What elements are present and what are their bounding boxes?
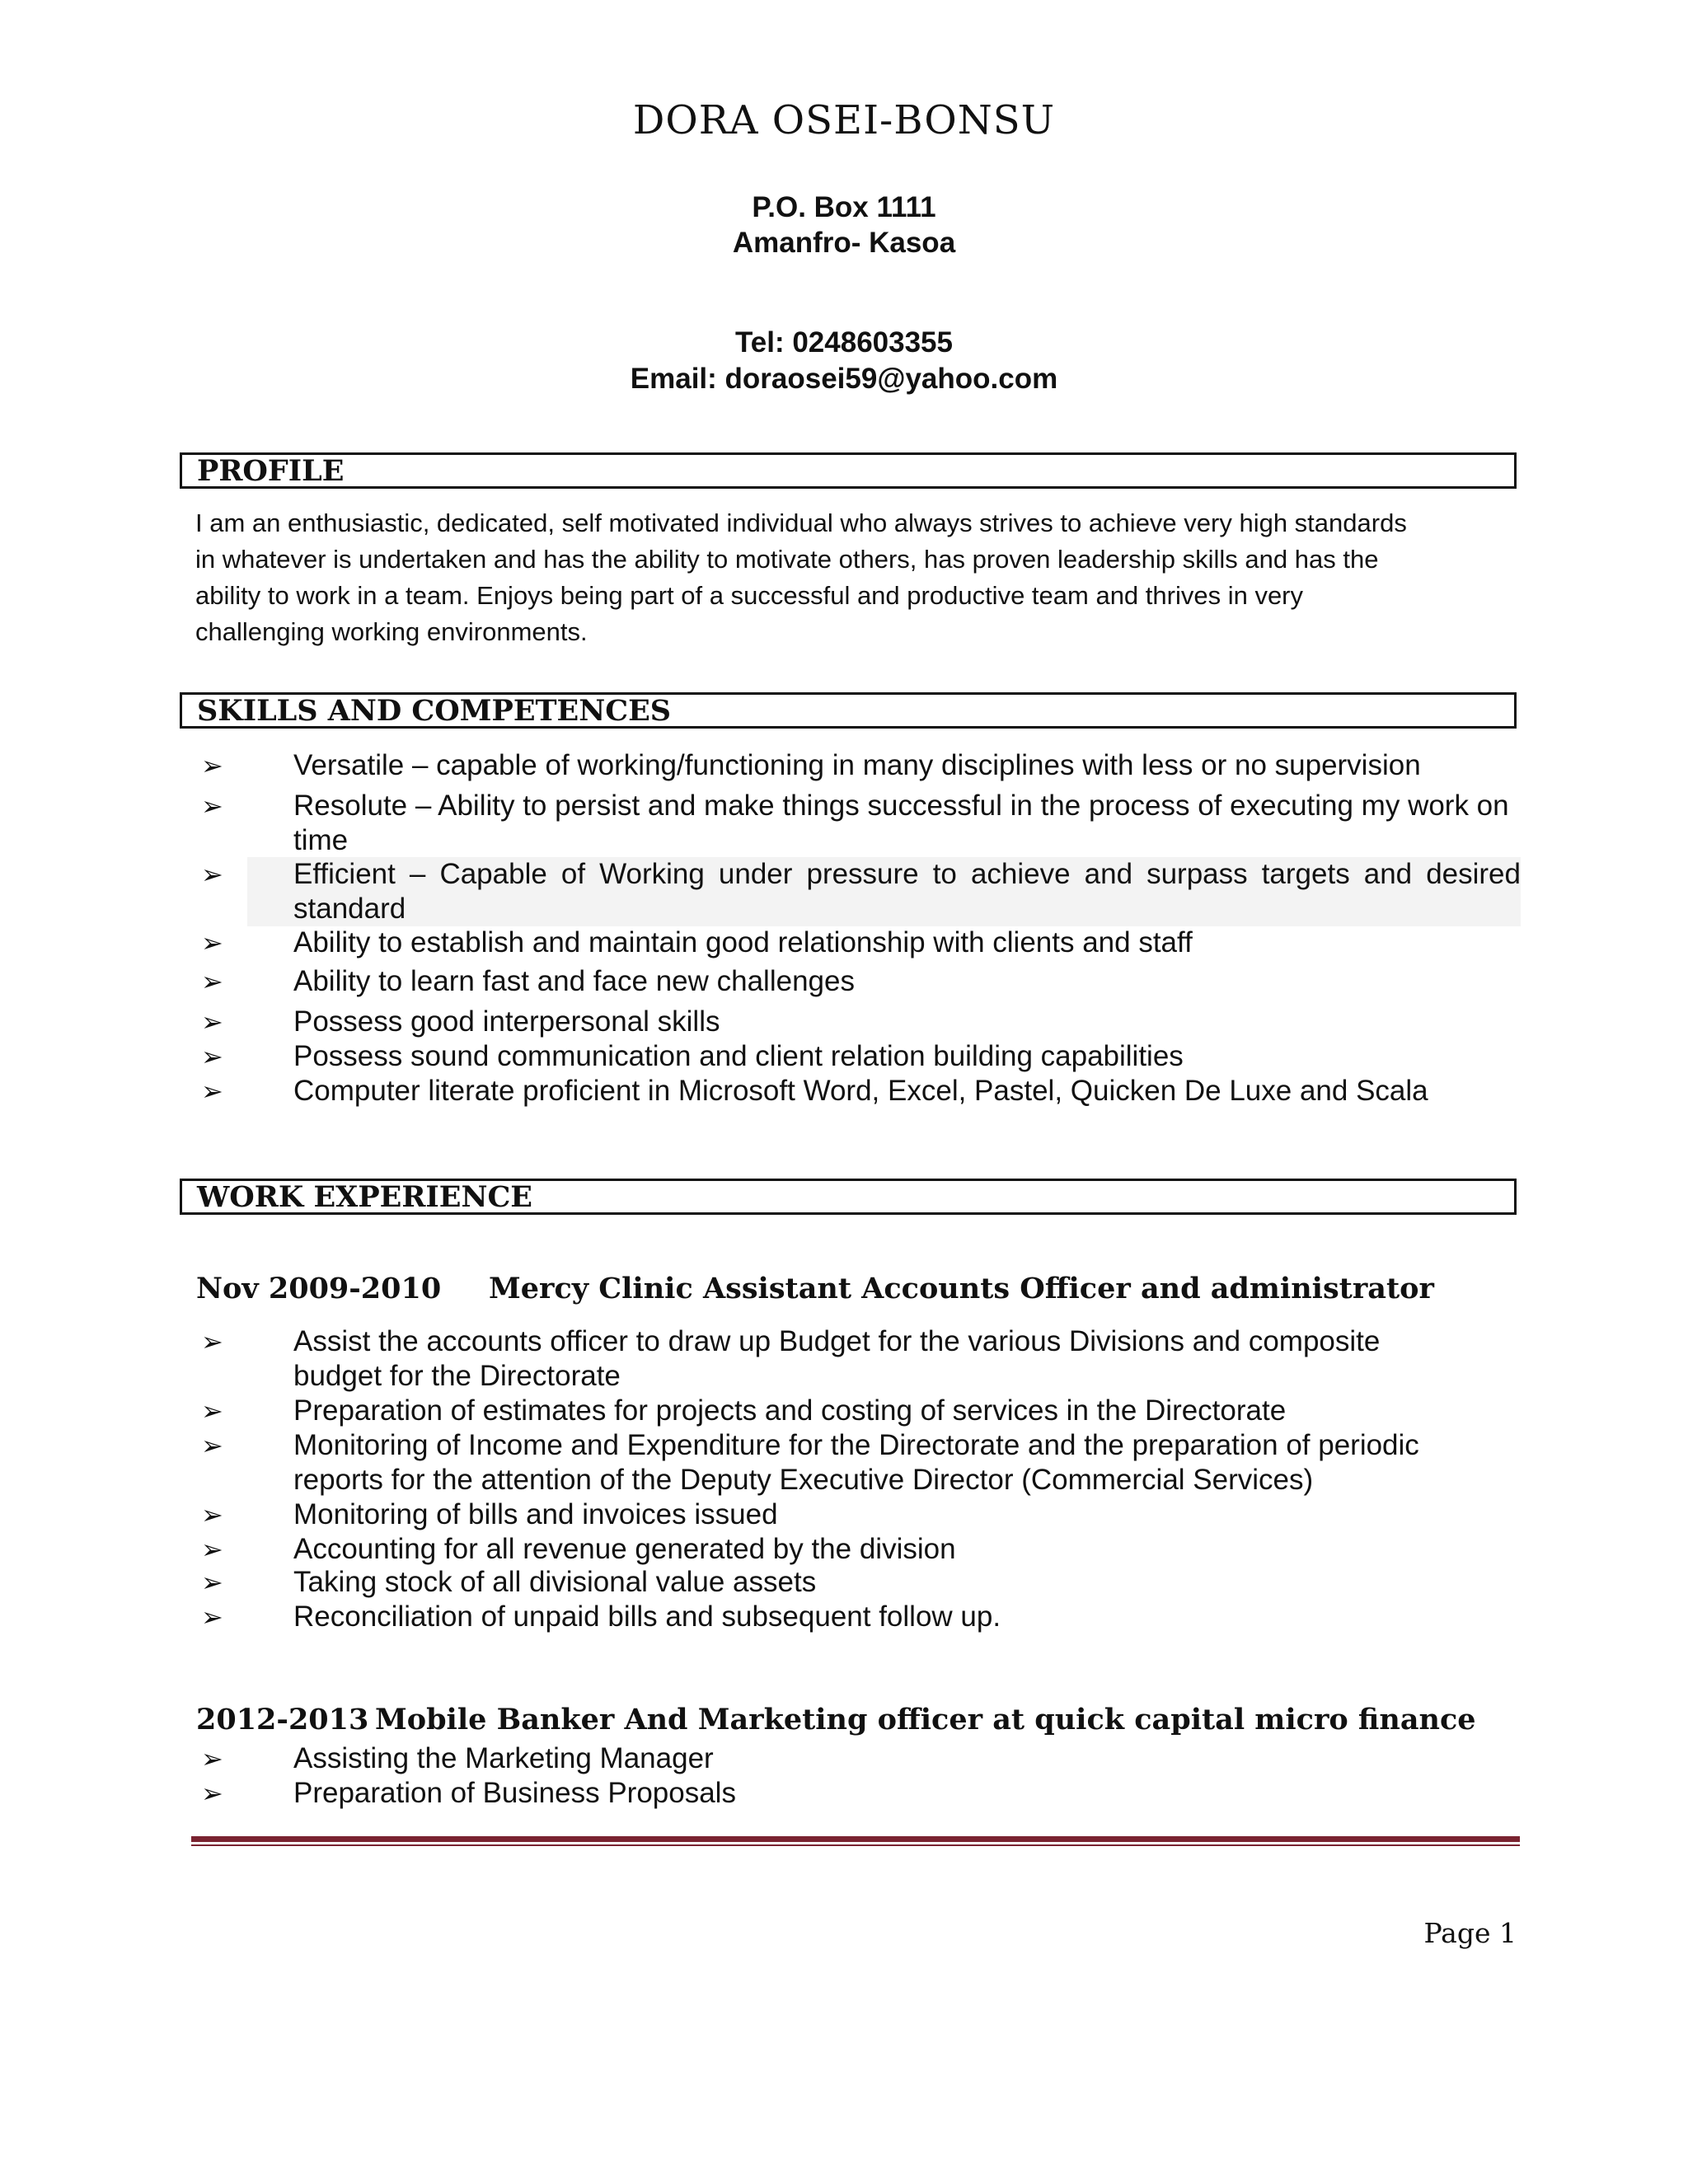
footer-rule-thick [191,1836,1520,1842]
job-duty-item: ➢ Preparation of estimates for projects and costing of services in the Directorate [201,1394,1287,1427]
job-duty-item: ➢ Taking stock of all divisional value assets [201,1566,817,1598]
arrowhead-bullet-icon: ➢ [201,1327,223,1357]
job-header [196,1272,1597,1305]
footer-rule-thin [191,1844,1520,1846]
job-duty-item: ➢ Accounting for all revenue generated by the division [201,1533,956,1565]
arrowhead-bullet-icon: ➢ [201,1042,223,1071]
job-duty-item: ➢ Assist the accounts officer to draw up Budget for the various Divisions and composite budget for the Directorate [201,1325,1381,1392]
arrowhead-bullet-icon: ➢ [201,1779,223,1808]
job-duty-item: ➢ Assisting the Marketing Manager [201,1742,714,1774]
job-title: Mercy Clinic Assistant Accounts Officer and administrator [489,1272,1434,1305]
arrowhead-bullet-icon: ➢ [201,1602,223,1632]
skill-item: ➢ Ability to learn fast and face new challenges [201,965,855,997]
address-line-2: Amanfro- Kasoa [732,227,956,259]
skill-item: ➢ Possess sound communication and client relation building capabilities [201,1040,1184,1072]
profile-text [195,505,1514,650]
profile-heading: PROFILE [197,454,345,488]
skill-item: ➢ Computer literate proficient in Microsoft Word, Excel, Pastel, Quicken De Luxe and Scala [201,1075,1428,1107]
job-duty-item: ➢ Reconciliation of unpaid bills and subsequent follow up. [201,1601,1001,1633]
arrowhead-bullet-icon: ➢ [201,1431,223,1460]
skill-item: ➢ Resolute – Ability to persist and make things successful in the process of executing my work on time [201,790,1509,856]
profile-line: in whatever is undertaken and has the ability to motivate others, has proven leadership skills and has the [195,545,1379,574]
address-line-1: P.O. Box 1111 [752,191,936,223]
arrowhead-bullet-icon: ➢ [201,1535,223,1564]
experience-heading-box [180,1179,1517,1215]
job-duty-item: ➢ Monitoring of Income and Expenditure for the Directorate and the preparation of periodic reports for the attention of the Deputy Executive Director (Commercial Services) [201,1429,1419,1496]
job-duty-item: ➢ Monitoring of bills and invoices issued [201,1498,778,1530]
job-title: Mobile Banker And Marketing officer at quick capital micro finance [375,1703,1476,1736]
job-date: Nov 2009-2010 [196,1272,442,1305]
job-header [196,1703,1597,1736]
profile-line: challenging working environments. [195,617,588,646]
skill-item: ➢ Efficient – Capable of Working under pressure to achieve and surpass targets and desired standard [201,858,1521,925]
experience-heading: WORK EXPERIENCE [197,1180,532,1214]
arrowhead-bullet-icon: ➢ [201,1744,223,1774]
arrowhead-bullet-icon: ➢ [201,1076,223,1106]
arrowhead-bullet-icon: ➢ [201,1396,223,1426]
arrowhead-bullet-icon: ➢ [201,751,223,780]
profile-line: ability to work in a team. Enjoys being part of a successful and productive team and thrives in very [195,581,1304,610]
email: Email: doraosei59@yahoo.com [630,363,1058,395]
arrowhead-bullet-icon: ➢ [201,791,223,821]
arrowhead-bullet-icon: ➢ [201,1568,223,1597]
telephone: Tel: 0248603355 [734,326,953,359]
job-duty-item: ➢ Preparation of Business Proposals [201,1777,736,1809]
profile-heading-box [180,452,1517,489]
skill-item: ➢ Ability to establish and maintain good relationship with clients and staff [201,926,1193,958]
arrowhead-bullet-icon: ➢ [201,967,223,996]
job-date: 2012-2013 [196,1703,369,1736]
skill-item: ➢ Possess good interpersonal skills [201,1005,720,1038]
arrowhead-bullet-icon: ➢ [201,1500,223,1530]
candidate-name: DORA OSEI-BONSU [632,97,1056,143]
skills-heading-box [180,692,1517,729]
arrowhead-bullet-icon: ➢ [201,860,223,889]
skills-heading: SKILLS AND COMPETENCES [197,694,672,728]
profile-line: I am an enthusiastic, dedicated, self motivated individual who always strives to achieve very high standards [195,509,1407,537]
skill-item: ➢ Versatile – capable of working/functioning in many disciplines with less or no supervision [201,749,1421,781]
arrowhead-bullet-icon: ➢ [201,1007,223,1037]
arrowhead-bullet-icon: ➢ [201,928,223,958]
page-number: Page 1 [1423,1917,1517,1949]
